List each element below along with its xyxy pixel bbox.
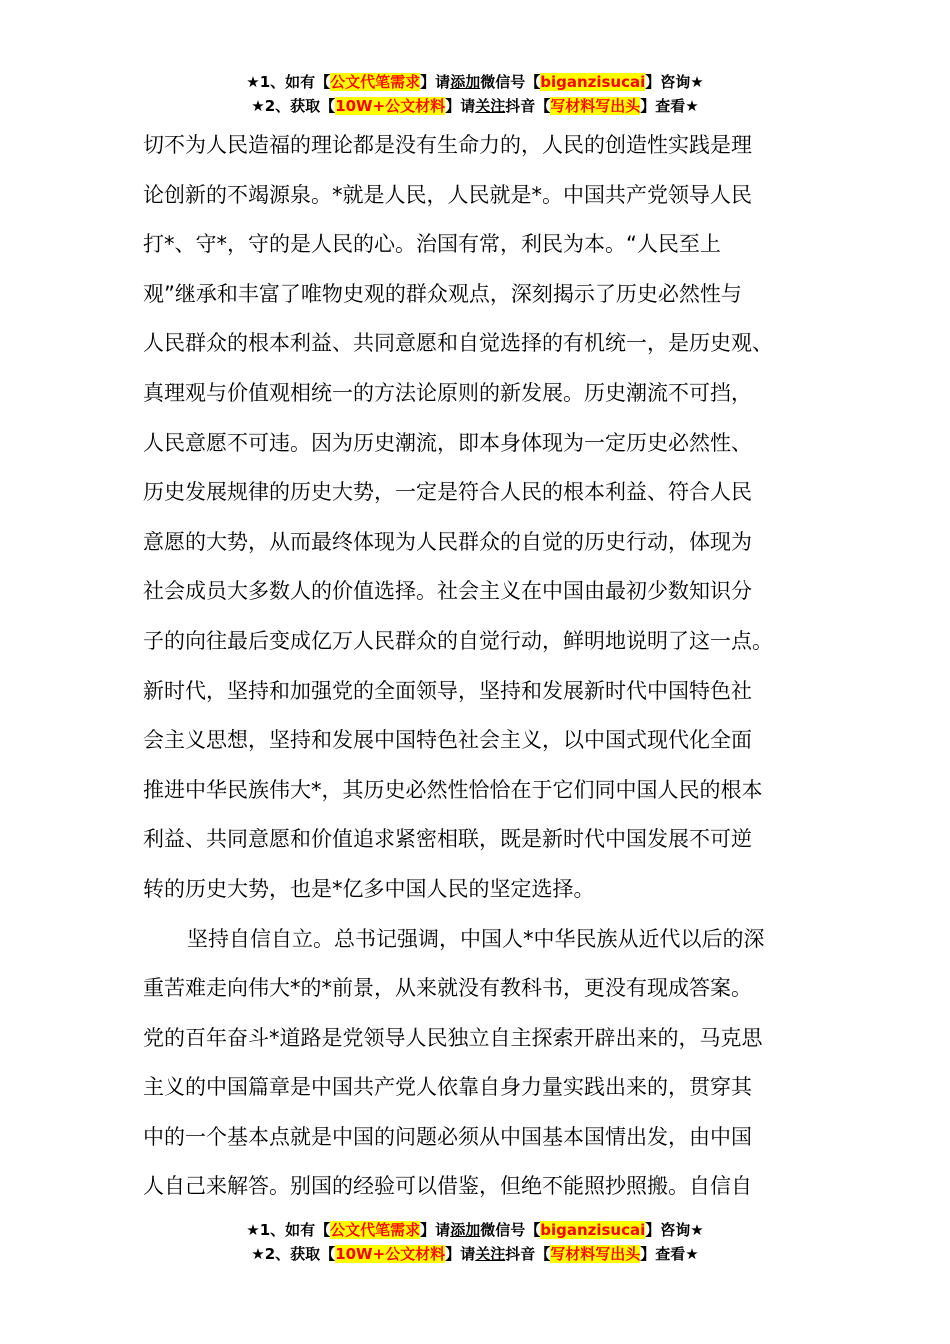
highlight-service: 公文代笔需求 [330,73,421,91]
paragraph-2 [143,915,833,1213]
paragraph-1 [143,121,833,915]
text-line: 重苦难走向伟大*的*前景，从来就没有教科书，更没有现成答案。 [143,976,752,1001]
text-line: 真理观与价值观相统一的方法论原则的新发展。历史潮流不可挡， [143,380,752,405]
highlight-douyin-id: 写材料写出头 [550,97,641,115]
footer-banner [0,1218,950,1266]
text-line: 转的历史大势，也是*亿多中国人民的坚定选择。 [143,876,595,901]
text-line: 切不为人民造福的理论都是没有生命力的，人民的创造性实践是理 [143,133,752,157]
banner-line-2: ★2、获取【10W+公文材料】请关注抖音【写材料写出头】查看★ [251,97,699,115]
banner-line-1: ★1、如有【公文代笔需求】请添加微信号【biganzisucai】咨询★ [246,1221,704,1239]
text-line: 坚持自信自立。总书记强调，中国人*中华民族从近代以后的深 [187,926,765,951]
highlight-douyin-id: 写材料写出头 [550,1245,641,1263]
highlight-service: 公文代笔需求 [330,1221,421,1239]
highlight-wechat-id: biganzisucai [540,73,646,91]
text-line: 子的向往最后变成亿万人民群众的自觉行动，鲜明地说明了这一点。 [143,628,773,653]
text-line: 历史发展规律的历史大势，一定是符合人民的根本利益、符合人民 [143,480,752,505]
text-line: 党的百年奋斗*道路是党领导人民独立自主探索开辟出来的，马克思 [143,1025,763,1050]
highlight-wechat-id: biganzisucai [540,1221,646,1239]
text-line: 人民群众的根本利益、共同意愿和自觉选择的有机统一，是历史观、 [143,331,773,356]
text-line: 打*、守*，守的是人民的心。治国有常，利民为本。“人民至上 [143,232,721,257]
text-line: 人民意愿不可违。因为历史潮流，即本身体现为一定历史必然性、 [143,430,752,455]
text-line: 推进中华民族伟大*，其历史必然性恰恰在于它们同中国人民的根本 [143,777,763,802]
text-line: 主义的中国篇章是中国共产党人依靠自身力量实践出来的，贯穿其 [143,1075,752,1100]
highlight-materials: 10W+公文材料 [335,1245,446,1263]
text-line: 人自己来解答。别国的经验可以借鉴，但绝不能照抄照搬。自信自 [143,1174,752,1199]
banner-line-2: ★2、获取【10W+公文材料】请关注抖音【写材料写出头】查看★ [251,1245,699,1263]
text-line: 会主义思想，坚持和发展中国特色社会主义，以中国式现代化全面 [143,728,752,753]
text-line: 社会成员大多数人的价值选择。社会主义在中国由最初少数知识分 [143,579,752,604]
banner-line-1: ★1、如有【公文代笔需求】请添加微信号【biganzisucai】咨询★ [246,73,704,91]
text-line: 新时代，坚持和加强党的全面领导，坚持和发展新时代中国特色社 [143,678,752,703]
text-line: 观”继承和丰富了唯物史观的群众观点，深刻揭示了历史必然性与 [143,281,742,306]
text-line: 论创新的不竭源泉。*就是人民，人民就是*。中国共产党领导人民 [143,182,752,207]
header-banner [0,70,950,118]
document-body [143,121,833,1212]
text-line: 意愿的大势，从而最终体现为人民群众的自觉的历史行动，体现为 [143,529,752,554]
highlight-materials: 10W+公文材料 [335,97,446,115]
text-line: 利益、共同意愿和价值追求紧密相联，既是新时代中国发展不可逆 [143,827,752,852]
text-line: 中的一个基本点就是中国的问题必须从中国基本国情出发，由中国 [143,1124,752,1149]
